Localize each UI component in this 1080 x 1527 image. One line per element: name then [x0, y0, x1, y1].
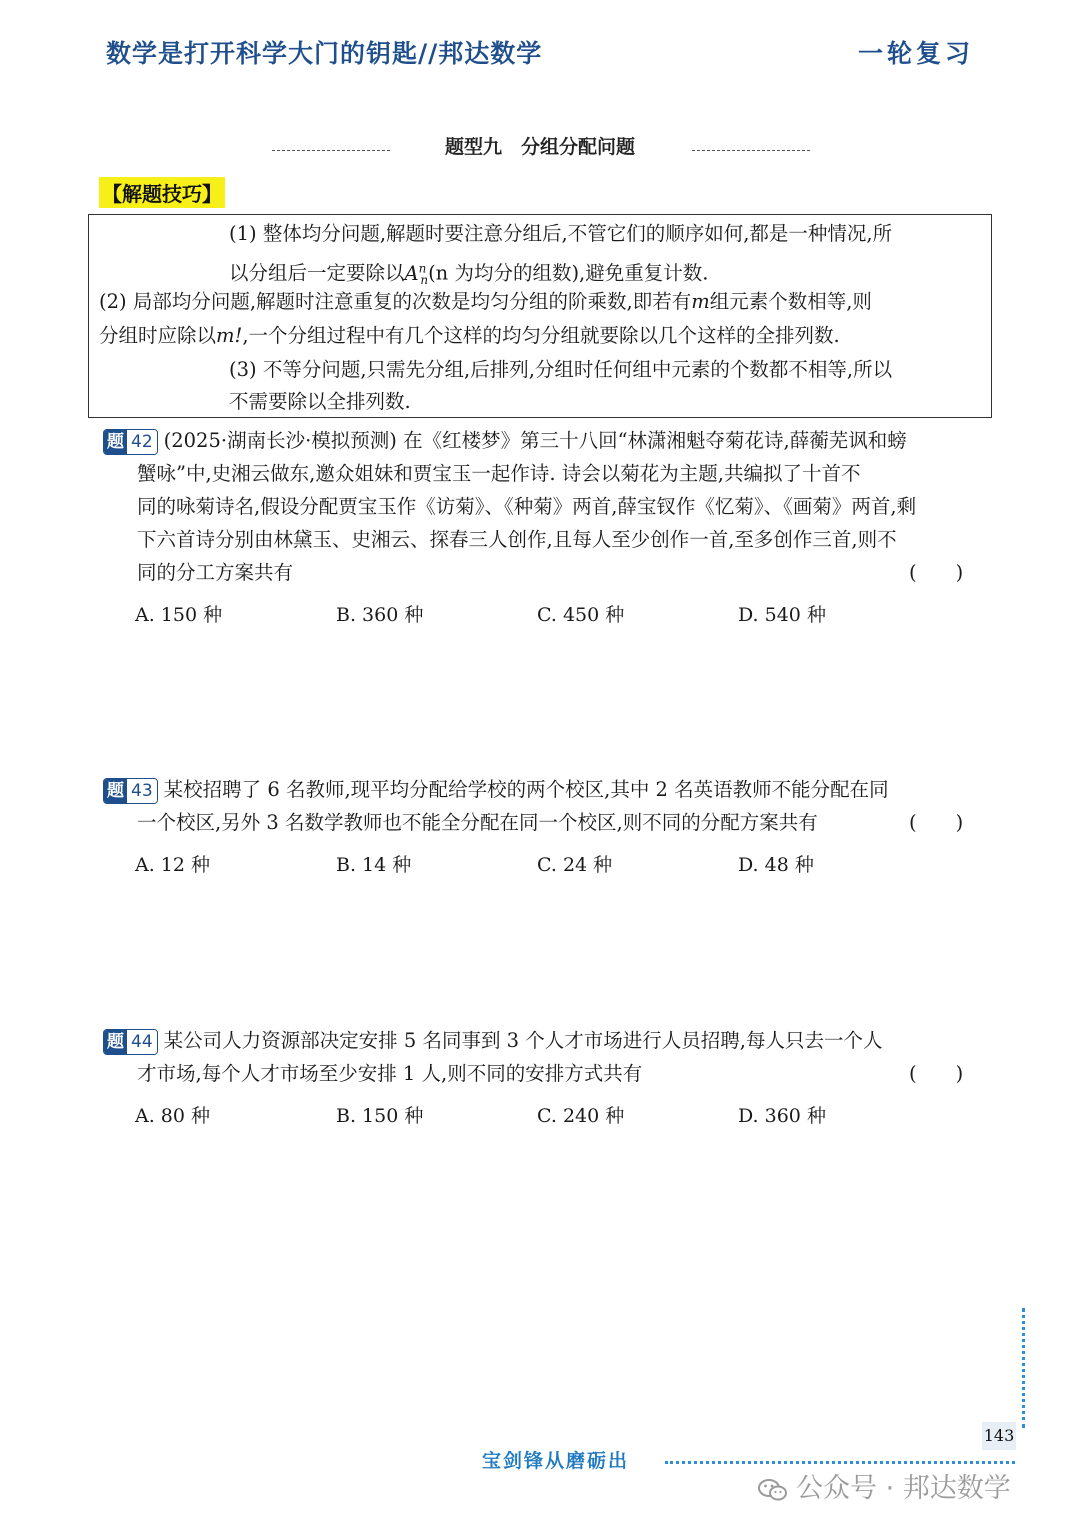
footer-vertical-dots	[1022, 1308, 1025, 1428]
tip-line-3a: (2) 局部均分问题,解题时注意重复的次数是均匀分组的阶乘数,即若有	[99, 290, 692, 313]
q43-option-d: D. 48 种	[738, 854, 814, 876]
q43-text-1: 某校招聘了 6 名教师,现平均分配给学校的两个校区,其中 2 名英语教师不能分配在同	[163, 778, 889, 801]
q44-text-2: 才市场,每个人才市场至少安排 1 人,则不同的安排方式共有	[137, 1062, 643, 1085]
tips-box	[88, 214, 992, 418]
header-left-title: 数学是打开科学大门的钥匙//邦达数学	[106, 39, 543, 68]
tip-line-4b: ,一个分组过程中有几个这样的均匀分组就要除以几个这样的全排列数.	[242, 324, 840, 347]
question-43	[103, 773, 983, 839]
header-right-title: 一轮复习	[858, 39, 975, 68]
section-title: 题型九 分组分配问题	[444, 136, 635, 158]
q42-text-5: 同的分工方案共有	[137, 561, 294, 584]
tips-label: 【解题技巧】	[99, 177, 225, 208]
q44-option-d: D. 360 种	[738, 1105, 826, 1127]
q43-option-c: C. 24 种	[537, 854, 613, 876]
watermark-text: 公众号 · 邦达数学	[796, 1473, 1011, 1504]
badge-number: 44	[127, 1030, 157, 1054]
tip-line-1: (1) 整体均分问题,解题时要注意分组后,不管它们的顺序如何,都是一种情况,所	[229, 222, 893, 245]
question-42	[103, 424, 983, 589]
q43-option-a: A. 12 种	[135, 854, 211, 876]
footer-motto: 宝剑锋从磨砺出	[482, 1450, 630, 1472]
q42-option-a: A. 150 种	[135, 604, 223, 626]
q44-option-a: A. 80 种	[135, 1105, 211, 1127]
q42-option-c: C. 450 种	[537, 604, 625, 626]
q42-line-1	[103, 424, 983, 457]
tip-var-m: m	[691, 290, 710, 313]
q42-line-3: 同的咏菊诗名,假设分配贾宝玉作《访菊》、《种菊》两首,薛宝钗作《忆菊》、《画菊》两首,剩	[137, 495, 917, 518]
watermark	[758, 1466, 1011, 1505]
formula-sub: n	[420, 273, 429, 288]
q43-option-b: B. 14 种	[336, 854, 412, 876]
badge-number: 42	[127, 430, 157, 454]
tip-factorial: m!	[216, 324, 243, 347]
q44-option-b: B. 150 种	[336, 1105, 424, 1127]
tip-line-4a: 分组时应除以	[99, 324, 217, 347]
page-number: 143	[982, 1422, 1016, 1450]
tip-line-3b: 组元素个数相等,则	[709, 290, 872, 313]
tip-line-2a: 以分组后一定要除以	[229, 261, 405, 285]
q43-text-2: 一个校区,另外 3 名数学教师也不能全分配在同一个校区,则不同的分配方案共有	[137, 811, 818, 834]
answer-bracket: ( )	[909, 1062, 964, 1085]
q43-line-2	[103, 806, 983, 839]
formula-base: A	[404, 261, 419, 285]
tip-line-5: (3) 不等分问题,只需先分组,后排列,分组时任何组中元素的个数都不相等,所以	[229, 358, 893, 381]
q44-option-c: C. 240 种	[537, 1105, 625, 1127]
q42-line-5	[103, 556, 983, 589]
q42-option-b: B. 360 种	[336, 604, 424, 626]
q42-line-2: 蟹咏”中,史湘云做东,邀众姐妹和贾宝玉一起作诗. 诗会以菊花为主题,共编拟了十首不	[137, 462, 861, 485]
badge-label: 题	[104, 779, 127, 803]
badge-number: 43	[127, 779, 157, 803]
q44-text-1: 某公司人力资源部决定安排 5 名同事到 3 个人才市场进行人员招聘,每人只去一个人	[163, 1029, 883, 1052]
badge-label: 题	[104, 430, 127, 454]
wechat-icon	[758, 1478, 788, 1502]
tip-line-3	[99, 285, 872, 319]
tip-line-2b: (n 为均分的组数),避免重复计数.	[428, 261, 709, 285]
title-divider-right	[692, 150, 810, 151]
q42-text-1: (2025·湖南长沙·模拟预测) 在《红楼梦》第三十八回“林潇湘魁夺菊花诗,薛蘅芜讽和螃	[163, 429, 907, 452]
q44-line-2	[103, 1057, 983, 1090]
question-badge	[103, 429, 158, 455]
badge-label: 题	[104, 1030, 127, 1054]
formula-a	[404, 261, 429, 288]
question-44	[103, 1024, 983, 1090]
q44-line-1	[103, 1024, 983, 1057]
q43-line-1	[103, 773, 983, 806]
answer-bracket: ( )	[909, 561, 964, 584]
formula-sup: n	[418, 261, 427, 275]
q42-line-4: 下六首诗分别由林黛玉、史湘云、探春三人创作,且每人至少创作一首,至多创作三首,则不	[137, 528, 897, 551]
question-badge	[103, 1029, 158, 1055]
answer-bracket: ( )	[909, 811, 964, 834]
question-badge	[103, 778, 158, 804]
q42-option-d: D. 540 种	[738, 604, 826, 626]
tip-line-4	[99, 319, 840, 353]
tip-line-6: 不需要除以全排列数.	[229, 390, 411, 413]
footer-dotted-line	[665, 1461, 1015, 1464]
